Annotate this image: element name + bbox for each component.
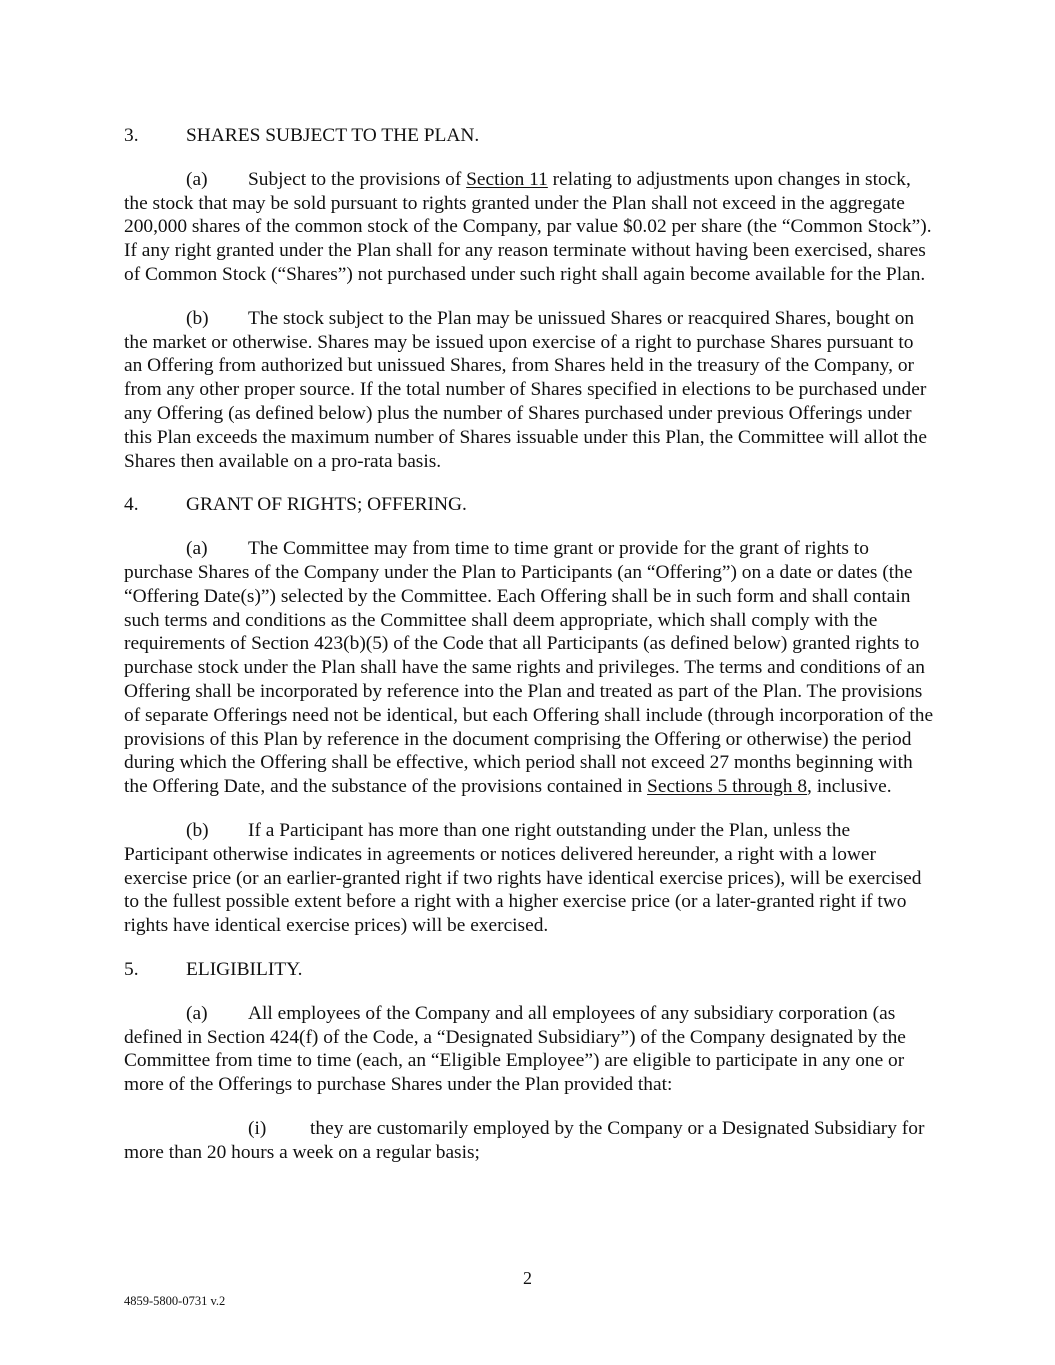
section-3-paragraph-a — [124, 168, 936, 287]
paragraph-label: (a) — [186, 168, 208, 190]
section-number: 3. — [124, 125, 139, 146]
section-title: SHARES SUBJECT TO THE PLAN. — [186, 125, 480, 146]
paragraph-text: The stock subject to the Plan may be unissued Shares or reacquired Shares, bought on the market or otherwise. Shares may be issued upon exercise of a right to purchase Shares pursuant to an Offering from authorized but unissued Shares, from Shares held in the treasury of the Company, or from any other proper source. If the total number of Shares specified in elections to be purchased under any Offering (as defined below) plus the number of Shares purchased under previous Offerings under this Plan exceeds the maximum number of Shares issuable under this Plan, the Committee will allot the Shares then available on a pro-rata basis. — [124, 307, 927, 472]
section-3-paragraph-b — [124, 307, 936, 474]
sections-5-8-reference: Sections 5 through 8 — [647, 776, 808, 798]
section-4-heading — [124, 493, 936, 517]
paragraph-label: (b) — [186, 819, 209, 841]
paragraph-text: All employees of the Company and all employees of any subsidiary corporation (as defined in Section 424(f) of the Code, a “Designated Subsidiary”) of the Company designated by the Committee from time to time (each, an “Eligible Employee”) are eligible to participate in any one or more of the Offerings to purchase Shares under the Plan provided that: — [124, 1002, 906, 1096]
page-number: 2 — [523, 1268, 532, 1288]
paragraph-label: (a) — [186, 538, 208, 560]
section-4-paragraph-a — [124, 537, 936, 799]
section-title: GRANT OF RIGHTS; OFFERING. — [186, 494, 467, 516]
section-number: 5. — [124, 958, 139, 980]
document-page — [124, 124, 936, 1184]
document-id: 4859-5800-0731 v.2 — [124, 1294, 226, 1308]
paragraph-text: relating to adjustments upon changes in stock, the stock that may be sold pursuant to rights granted under the Plan shall not exceed in the aggregate 200,000 shares of the common stock of the Company, par value $0.02 per share (the “Common Stock”). If any right granted under the Plan shall for any reason terminate without having been exercised, shares of Common Stock (“Shares”) not purchased under such right shall again become available for the Plan. — [124, 168, 932, 285]
section-number: 4. — [124, 494, 139, 516]
paragraph-text: , inclusive. — [807, 776, 892, 798]
section-5-heading — [124, 958, 936, 982]
paragraph-text: Subject to the provisions of — [248, 168, 467, 190]
section-5-paragraph-a — [124, 1002, 936, 1097]
paragraph-text: The Committee may from time to time grant or provide for the grant of rights to purchase Shares of the Company under the Plan to Participants (an “Offering”) on a date or dates (the “Offering Date(s)”) selected by the Committee. Each Offering shall be in such form and shall contain such terms and conditions as the Committee shall deem appropriate, which shall comply with the requirements of Section 423(b)(5) of the Code that all Participants (as defined below) granted rights to purchase stock under the Plan shall have the same rights and privileges. The terms and conditions of an Offering shall be incorporated by reference into the Plan and treated as part of the Plan. The provisions of separate Offerings need not be identical, but each Offering shall include (through incorporation of the provisions of this Plan by reference in the document comprising the Offering or otherwise) the period during which the Offering shall be effective, which period shall not exceed 27 months beginning with the Offering Date, and the substance of the provisions contained in — [124, 538, 934, 798]
section-4-paragraph-b — [124, 819, 936, 938]
paragraph-label: (b) — [186, 307, 209, 329]
paragraph-label: (i) — [248, 1117, 267, 1139]
section-11-reference: Section 11 — [466, 168, 548, 190]
paragraph-label: (a) — [186, 1002, 208, 1024]
paragraph-text: If a Participant has more than one right outstanding under the Plan, unless the Participant otherwise indicates in agreements or notices delivered hereunder, a right with a lower exercise price (or an earlier-granted right if two rights have identical exercise prices), will be exercised to the fullest possible extent before a right with a higher exercise price (or a later-granted right if two rights have identical exercise prices) will be exercised. — [124, 819, 922, 937]
section-5-subparagraph-i — [124, 1117, 936, 1165]
section-3-heading — [124, 124, 936, 148]
paragraph-text: they are customarily employed by the Company or a Designated Subsidiary for more than 20 hours a week on a regular basis; — [124, 1117, 925, 1163]
section-title: ELIGIBILITY. — [186, 958, 303, 980]
